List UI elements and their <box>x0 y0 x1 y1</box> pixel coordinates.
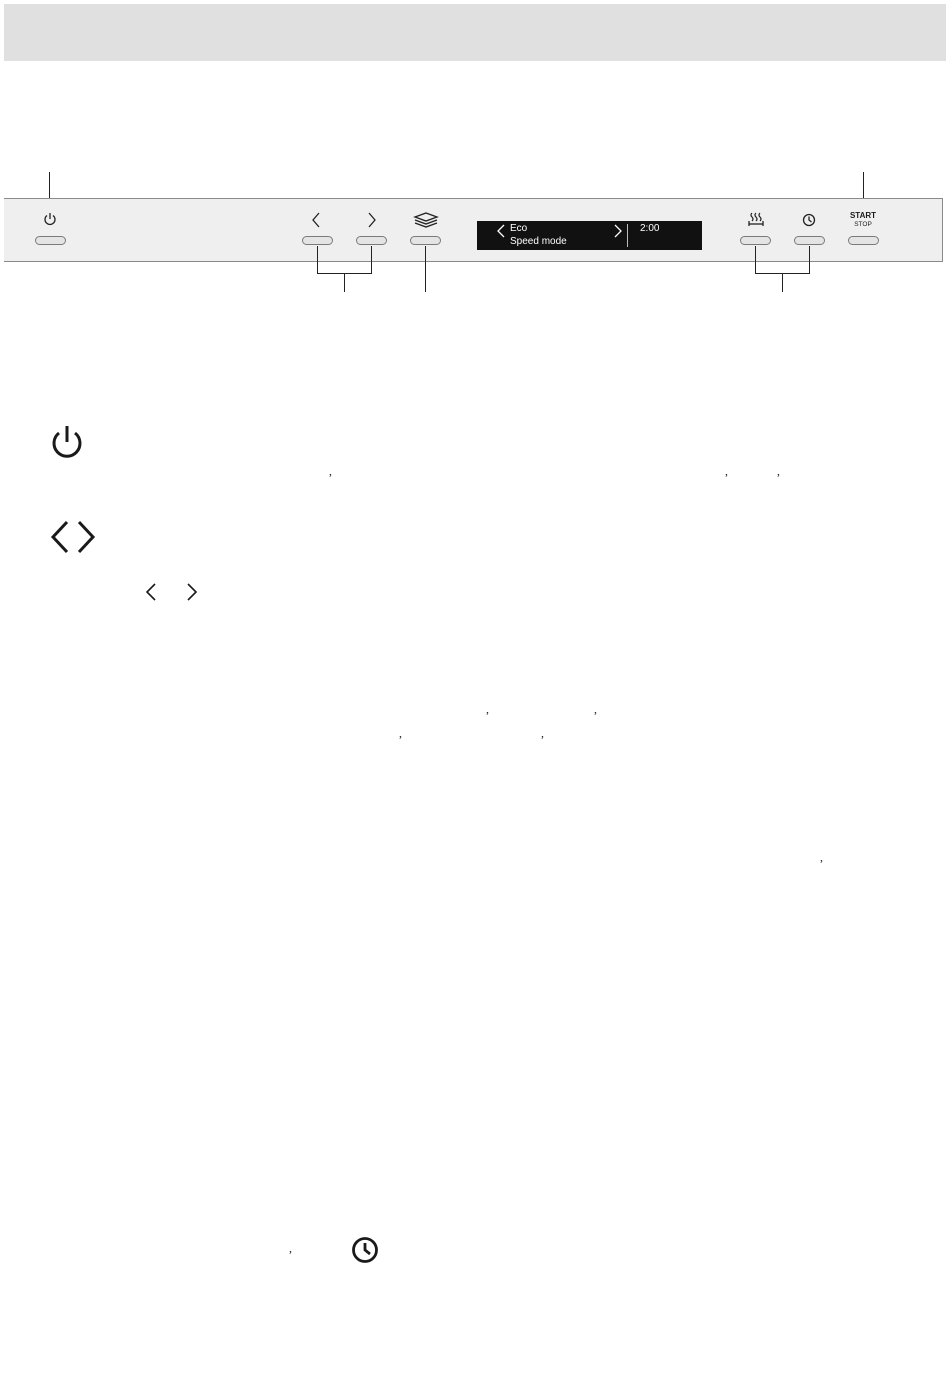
options-button[interactable] <box>410 236 441 245</box>
comma: , <box>486 702 489 716</box>
program-display <box>477 221 702 250</box>
comma: , <box>289 1241 292 1255</box>
callout-line-extras <box>782 273 783 292</box>
display-arrow-left-icon <box>497 224 505 238</box>
comma: , <box>777 464 780 478</box>
arrow-right-icon <box>186 583 198 601</box>
start-label: START <box>849 211 877 220</box>
display-program: Eco <box>510 223 528 234</box>
callout-line-options <box>425 246 426 292</box>
comma: , <box>594 702 597 716</box>
control-panel <box>4 198 943 262</box>
display-mode: Speed mode <box>510 236 567 247</box>
header-bar <box>4 4 946 61</box>
start-stop-button[interactable] <box>848 236 879 245</box>
callout-bracket-arrows-right <box>371 246 372 274</box>
power-icon <box>50 424 84 462</box>
callout-line-power <box>49 172 50 200</box>
next-program-button[interactable] <box>356 236 387 245</box>
comma: , <box>820 850 823 864</box>
callout-bracket-extras-right <box>809 246 810 274</box>
arrow-left-icon <box>311 212 321 228</box>
display-divider <box>627 224 628 247</box>
display-arrow-right-icon <box>614 224 622 238</box>
display-time: 2:00 <box>640 223 660 234</box>
clock-icon <box>351 1236 379 1264</box>
comma: , <box>541 726 544 740</box>
delay-start-button[interactable] <box>794 236 825 245</box>
comma: , <box>329 464 332 478</box>
power-icon <box>43 212 57 227</box>
arrow-right-icon <box>367 212 377 228</box>
comma: , <box>399 726 402 740</box>
stop-label: STOP <box>854 221 872 228</box>
layers-icon <box>413 212 439 228</box>
callout-bracket-extras-left <box>755 246 756 274</box>
start-stop-label <box>846 211 880 229</box>
callout-bracket-arrows-left <box>317 246 318 274</box>
chevrons-icon <box>50 520 96 554</box>
drying-button[interactable] <box>740 236 771 245</box>
comma: , <box>725 464 728 478</box>
previous-program-button[interactable] <box>302 236 333 245</box>
arrow-left-icon <box>145 583 157 601</box>
clock-icon <box>802 213 816 227</box>
callout-line-arrows <box>344 273 345 292</box>
power-button[interactable] <box>35 236 66 245</box>
steam-dry-icon <box>748 212 764 227</box>
